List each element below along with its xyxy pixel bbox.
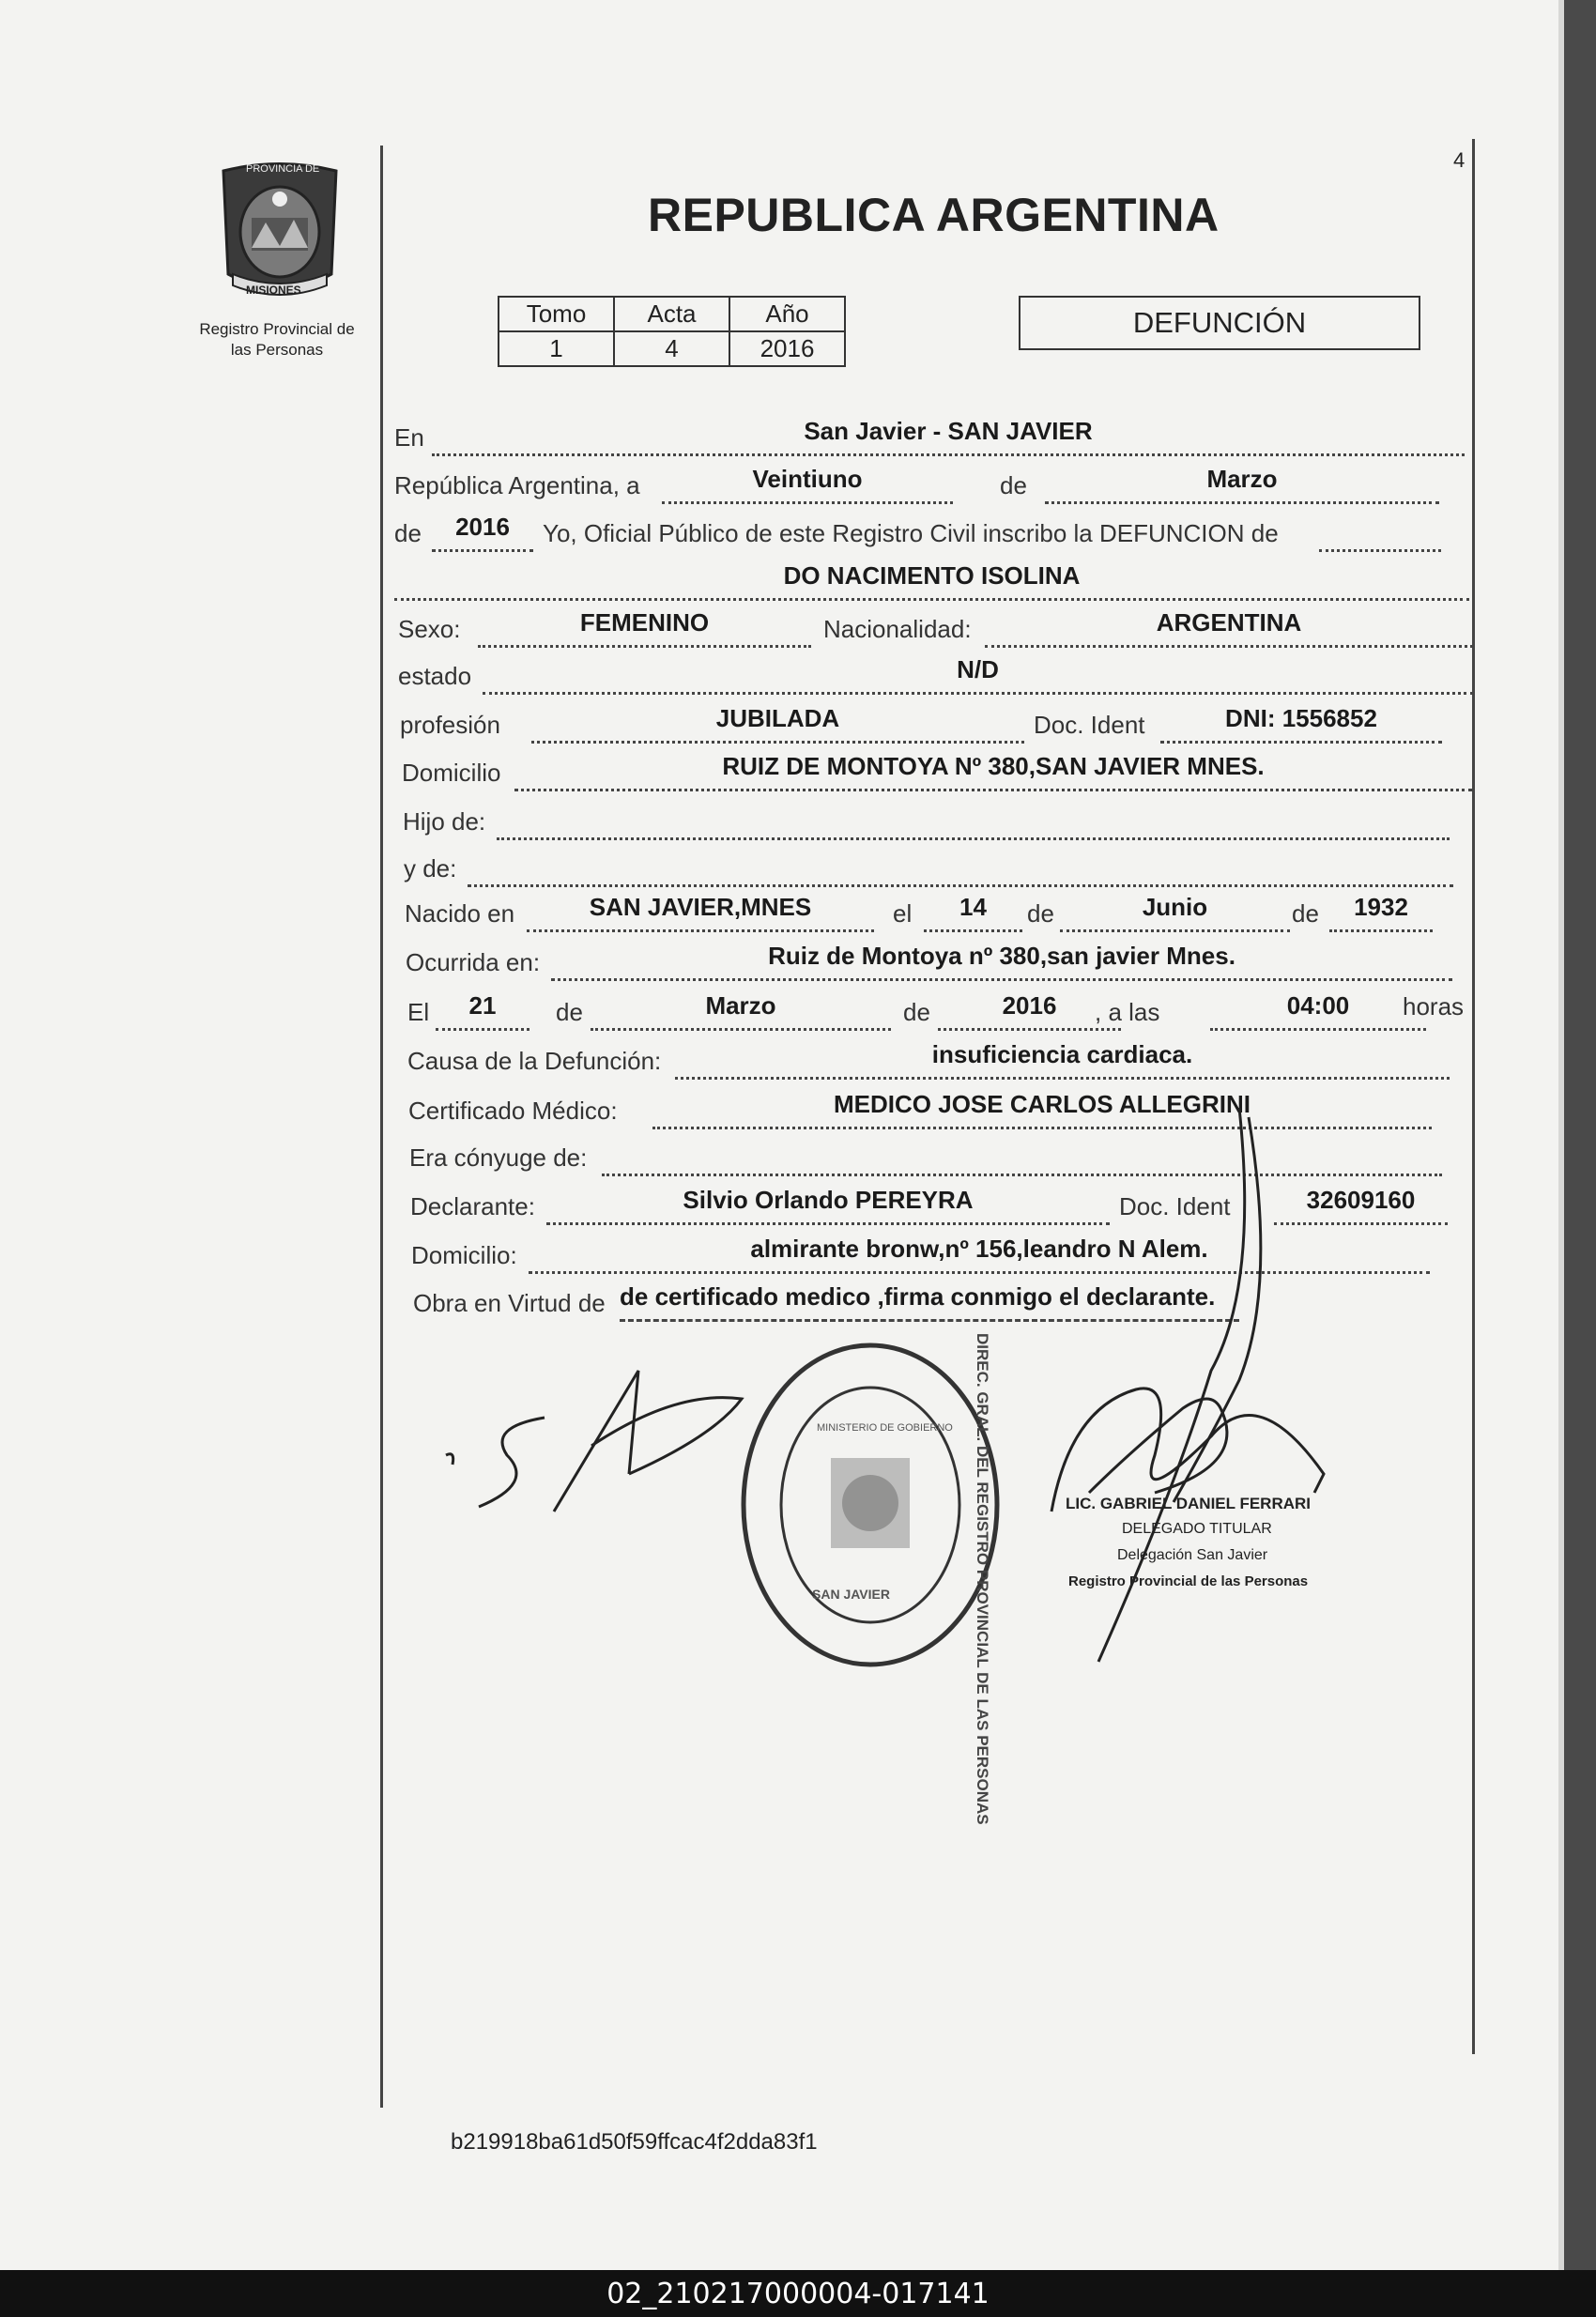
declarante-label: Declarante: bbox=[410, 1192, 535, 1220]
row-republica bbox=[394, 467, 1474, 504]
profesion-label: profesión bbox=[400, 711, 500, 739]
day-value: Veintiuno bbox=[752, 465, 863, 493]
page-title: REPUBLICA ARGENTINA bbox=[648, 189, 1220, 241]
document-type-box: DEFUNCIÓN bbox=[1019, 296, 1420, 350]
registry-line-2: las Personas bbox=[230, 341, 324, 359]
hijo-label: Hijo de: bbox=[403, 807, 486, 836]
conyuge-label: Era cónyuge de: bbox=[409, 1143, 588, 1172]
row-name bbox=[394, 563, 1474, 601]
birth-de2-label: de bbox=[1292, 899, 1319, 928]
birth-de-label: de bbox=[1027, 899, 1054, 928]
doc-field bbox=[1160, 703, 1442, 744]
birth-day-value: 14 bbox=[959, 893, 987, 921]
acta-header-row bbox=[499, 297, 845, 331]
birth-year-field bbox=[1329, 892, 1433, 932]
nacido-value: SAN JAVIER,MNES bbox=[589, 893, 812, 921]
declarante-doc-value: 32609160 bbox=[1306, 1186, 1416, 1214]
acta-value-acta: 4 bbox=[614, 331, 729, 366]
death-month-value: Marzo bbox=[705, 991, 776, 1020]
document-hash: b219918ba61d50f59ffcac4f2dda83f1 bbox=[451, 2129, 818, 2155]
acta-table bbox=[498, 296, 846, 367]
nacido-field bbox=[527, 892, 874, 932]
yde-label: y de: bbox=[404, 854, 457, 882]
row-profesion bbox=[400, 706, 1480, 744]
ocurrida-label: Ocurrida en: bbox=[406, 948, 541, 976]
birth-year-value: 1932 bbox=[1354, 893, 1408, 921]
acta-header-ano: Año bbox=[729, 297, 845, 331]
birth-month-value: Junio bbox=[1142, 893, 1208, 921]
left-margin-line bbox=[380, 146, 383, 2108]
official-round-stamp bbox=[737, 1338, 1005, 1671]
year-field bbox=[432, 512, 533, 552]
obra-label: Obra en Virtud de bbox=[413, 1289, 606, 1317]
causa-label: Causa de la Defunción: bbox=[407, 1047, 662, 1075]
declarant-signature bbox=[432, 1361, 751, 1530]
death-el-label: El bbox=[407, 998, 430, 1026]
row-nacido bbox=[405, 895, 1484, 932]
year-label: de bbox=[394, 519, 422, 547]
domicilio-value: RUIZ DE MONTOYA Nº 380,SAN JAVIER MNES. bbox=[722, 752, 1265, 780]
official-role: DELEGADO TITULAR bbox=[1122, 1521, 1272, 1537]
death-de-label: de bbox=[556, 998, 583, 1026]
causa-field bbox=[675, 1039, 1450, 1080]
page-number: 4 bbox=[1453, 148, 1466, 172]
provincial-crest bbox=[214, 161, 345, 300]
nacionalidad-value: ARGENTINA bbox=[1156, 608, 1302, 637]
estado-field bbox=[483, 654, 1473, 695]
domicilio-field bbox=[514, 751, 1472, 791]
official-office: Delegación San Javier bbox=[1117, 1547, 1268, 1563]
estado-label: estado bbox=[398, 662, 472, 690]
row-en bbox=[394, 419, 1474, 456]
death-de2-label: de bbox=[903, 998, 930, 1026]
name-value: DO NACIMENTO ISOLINA bbox=[783, 561, 1081, 590]
yde-field bbox=[468, 847, 1453, 887]
acta-header-acta: Acta bbox=[614, 297, 729, 331]
decl-domicilio-value: almirante bronw,nº 156,leandro N Alem. bbox=[750, 1235, 1208, 1263]
acta-value-ano: 2016 bbox=[729, 331, 845, 366]
ocurrida-value: Ruiz de Montoya nº 380,san javier Mnes. bbox=[768, 942, 1235, 970]
sexo-label: Sexo: bbox=[398, 615, 461, 643]
profesion-field bbox=[531, 703, 1024, 744]
certificado-value: MEDICO JOSE CARLOS ALLEGRINI bbox=[834, 1090, 1251, 1118]
death-time-value: 04:00 bbox=[1286, 991, 1350, 1020]
nacionalidad-field bbox=[985, 607, 1473, 648]
acta-header-tomo: Tomo bbox=[499, 297, 614, 331]
doc-value: DNI: 1556852 bbox=[1225, 704, 1377, 732]
birth-month-field bbox=[1060, 892, 1290, 932]
el-label: el bbox=[893, 899, 913, 928]
row-inscription bbox=[394, 514, 1474, 552]
row-yde bbox=[404, 850, 1483, 887]
sexo-value: FEMENINO bbox=[579, 608, 710, 637]
de-label: de bbox=[1000, 471, 1027, 499]
acta-value-row bbox=[499, 331, 845, 366]
declarante-doc-label: Doc. Ident bbox=[1119, 1192, 1231, 1220]
row-domicilio bbox=[402, 754, 1481, 791]
domicilio-label: Domicilio bbox=[402, 759, 501, 787]
round-seal-inner-text: MINISTERIO DE GOBIERNO bbox=[817, 1422, 953, 1434]
official-name: LIC. GABRIEL DANIEL FERRARI bbox=[1066, 1495, 1311, 1512]
death-time-field bbox=[1210, 990, 1426, 1031]
scan-id-label: 02_210217000004-017141 bbox=[606, 2278, 990, 2310]
ocurrida-field bbox=[551, 941, 1452, 981]
alas-label: , a las bbox=[1095, 998, 1160, 1026]
row-hijo bbox=[403, 803, 1482, 840]
death-year-value: 2016 bbox=[1002, 991, 1057, 1020]
declarante-field bbox=[546, 1185, 1110, 1225]
birth-day-field bbox=[924, 892, 1022, 932]
declarante-value: Silvio Orlando PEREYRA bbox=[683, 1186, 974, 1214]
month-field bbox=[1045, 464, 1439, 504]
inscription-trailing-field bbox=[1319, 512, 1441, 552]
official-registry: Registro Provincial de las Personas bbox=[1068, 1573, 1309, 1589]
horas-label: horas bbox=[1403, 992, 1465, 1020]
row-causa bbox=[407, 1042, 1487, 1080]
nacionalidad-label: Nacionalidad: bbox=[823, 615, 972, 643]
hijo-field bbox=[497, 800, 1450, 840]
estado-value: N/D bbox=[957, 655, 999, 683]
death-year-field bbox=[938, 990, 1121, 1031]
round-seal-text: DIREC. GRAL. DEL REGISTRO PROVINCIAL DE LAS PERSONAS bbox=[974, 1333, 991, 1825]
death-day-value: 21 bbox=[468, 991, 497, 1020]
inscription-text: Yo, Oficial Público de este Registro Civil inscribo la DEFUNCION de bbox=[543, 519, 1279, 547]
sexo-field bbox=[478, 607, 811, 648]
registry-name bbox=[164, 319, 390, 361]
profesion-value: JUBILADA bbox=[715, 704, 840, 732]
row-ocurrida bbox=[406, 944, 1485, 981]
nacido-label: Nacido en bbox=[405, 899, 515, 928]
year-value: 2016 bbox=[455, 513, 510, 541]
death-month-field bbox=[591, 990, 891, 1031]
en-value: San Javier - SAN JAVIER bbox=[804, 417, 1093, 445]
causa-value: insuficiencia cardiaca. bbox=[931, 1040, 1193, 1068]
obra-value: de certificado medico ,firma conmigo el declarante. bbox=[620, 1282, 1216, 1311]
round-seal-bottom-text: SAN JAVIER bbox=[812, 1587, 890, 1602]
death-day-field bbox=[436, 990, 529, 1031]
seal-text-top: PROVINCIA DE bbox=[246, 163, 320, 175]
seal-text-bottom: MISIONES bbox=[246, 284, 301, 297]
decl-domicilio-label: Domicilio: bbox=[411, 1241, 517, 1269]
day-field bbox=[662, 464, 953, 504]
row-estado bbox=[398, 657, 1478, 695]
acta-value-tomo: 1 bbox=[499, 331, 614, 366]
month-value: Marzo bbox=[1206, 465, 1278, 493]
republica-label: República Argentina, a bbox=[394, 471, 640, 499]
registry-line-1: Registro Provincial de bbox=[199, 320, 355, 338]
name-field bbox=[394, 560, 1469, 601]
row-death-date bbox=[407, 993, 1487, 1031]
en-field bbox=[432, 416, 1465, 456]
certificado-label: Certificado Médico: bbox=[408, 1097, 618, 1125]
row-sexo bbox=[398, 610, 1478, 648]
doc-label: Doc. Ident bbox=[1034, 711, 1145, 739]
en-label: En bbox=[394, 423, 424, 452]
